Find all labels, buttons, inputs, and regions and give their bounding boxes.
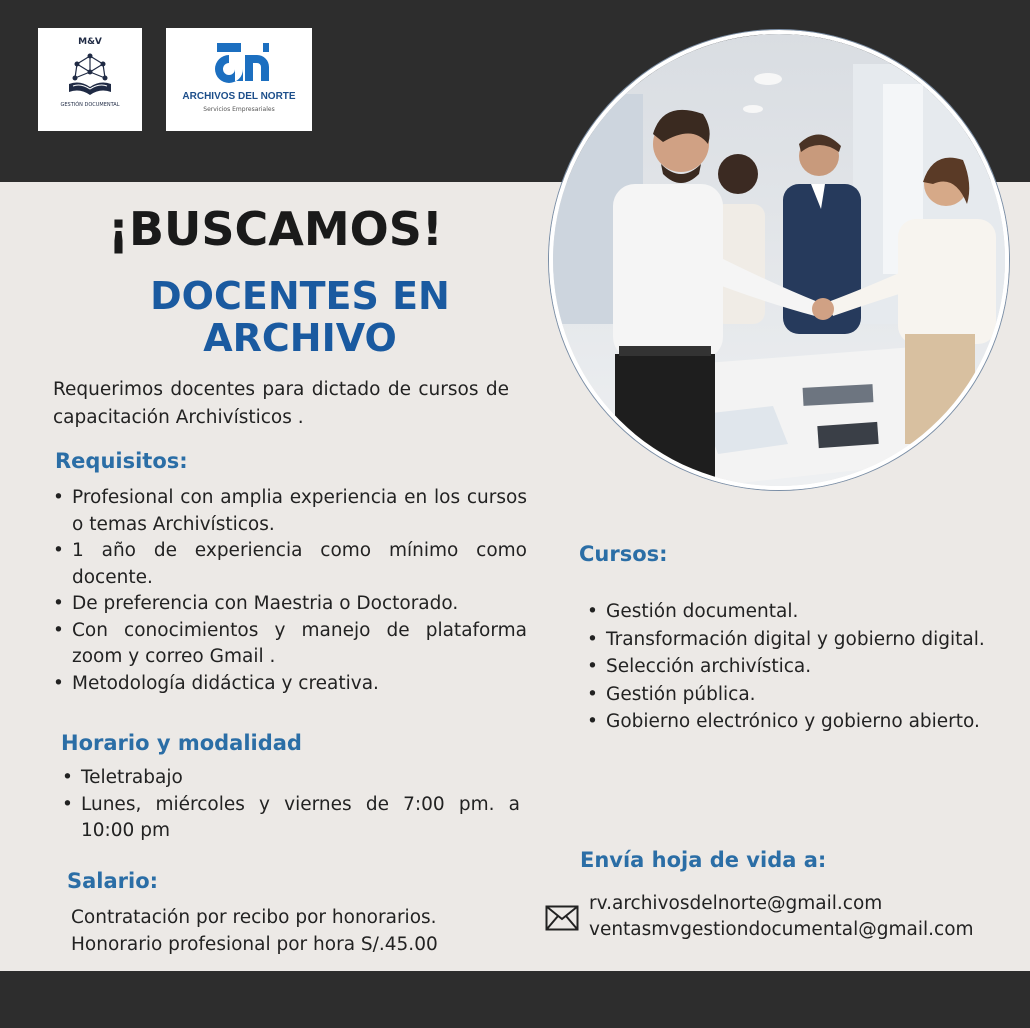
list-item: • Gestión pública.	[585, 681, 1010, 709]
email-link-archivos[interactable]: rv.archivosdelnorte@gmail.com	[589, 893, 883, 914]
an-logo	[166, 28, 312, 131]
list-item: • De preferencia con Maestria o Doctorado.	[51, 591, 527, 618]
horario-heading: Horario y modalidad	[61, 731, 302, 755]
list-item: • 1 año de experiencia como mínimo como docente.	[51, 538, 527, 591]
mv-logo-subtitle: GESTIÓN DOCUMENTAL	[60, 102, 120, 108]
list-item: • Gestión documental.	[585, 598, 1010, 626]
cursos-heading: Cursos:	[579, 542, 668, 566]
salario-line2: Honorario profesional por hora S/.45.00	[71, 934, 438, 955]
intro-text: Requerimos docentes para dictado de cursos de capacitación Archivísticos .	[53, 379, 509, 428]
cursos-list	[585, 598, 1010, 736]
list-item: • Lunes, miércoles y viernes de 7:00 pm. a 10:00 pm	[60, 792, 520, 845]
role-title-line1: DOCENTES EN	[150, 274, 450, 318]
list-item: • Transformación digital y gobierno digital.	[585, 626, 1010, 654]
an-logo-name: ARCHIVOS DEL NORTE	[182, 91, 296, 102]
list-item: • Teletrabajo	[60, 765, 520, 792]
mail-icon	[545, 905, 579, 931]
list-item: • Con conocimientos y manejo de plataforma zoom y correo Gmail .	[51, 618, 527, 671]
requisitos-list	[51, 485, 527, 697]
horario-list	[60, 765, 520, 845]
requisitos-heading: Requisitos:	[55, 449, 188, 473]
email-link-ventas[interactable]: ventasmvgestiondocumental@gmail.com	[589, 919, 974, 940]
role-title-line2: ARCHIVO	[203, 316, 397, 360]
list-item: • Selección archivística.	[585, 653, 1010, 681]
contacto-heading: Envía hoja de vida a:	[580, 848, 827, 872]
bottom-band	[0, 971, 1030, 1028]
salario-heading: Salario:	[67, 869, 159, 893]
list-item: • Gobierno electrónico y gobierno abierto.	[585, 708, 1010, 736]
office-handshake-photo	[549, 30, 1009, 490]
list-item: • Profesional con amplia experiencia en los cursos o temas Archivísticos.	[51, 485, 527, 538]
list-item: • Metodología didáctica y creativa.	[51, 671, 527, 698]
page-title: ¡BUSCAMOS!	[108, 202, 443, 256]
mv-logo-title: M&V	[78, 37, 102, 47]
mv-logo	[38, 28, 142, 131]
mv-logo-icon	[65, 50, 115, 100]
salario-line1: Contratación por recibo por honorarios.	[71, 907, 437, 928]
an-logo-subtitle: Servicios Empresariales	[203, 106, 275, 113]
an-logo-icon	[207, 41, 273, 87]
